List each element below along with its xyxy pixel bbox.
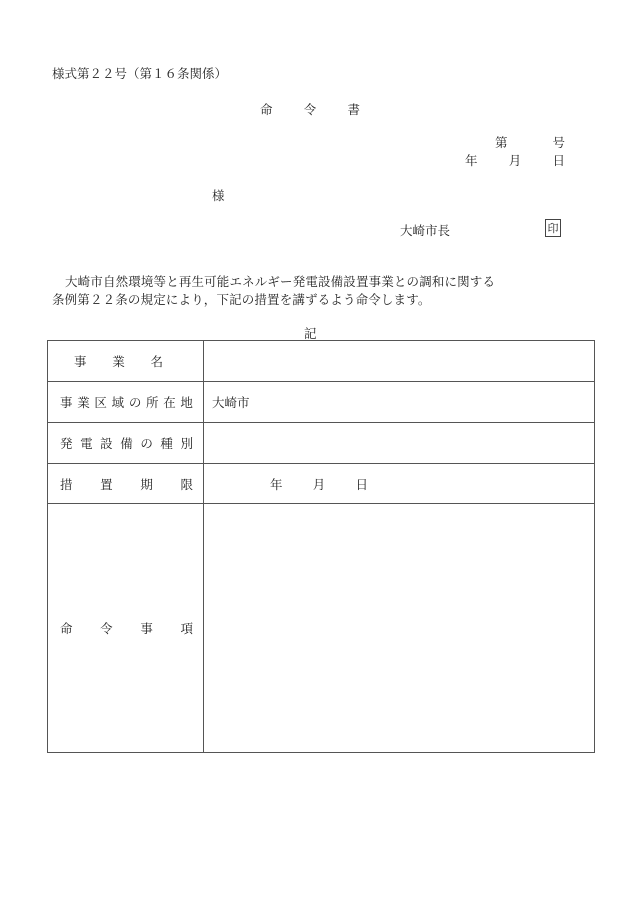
document-title bbox=[260, 100, 360, 118]
label-char: 域 bbox=[111, 395, 125, 410]
order-items-value[interactable] bbox=[204, 504, 595, 753]
business-location-value[interactable]: 大崎市 bbox=[204, 382, 595, 423]
label-char: 項 bbox=[180, 621, 193, 636]
ki-heading: 記 bbox=[304, 326, 317, 341]
deadline-year: 年 bbox=[270, 476, 283, 492]
label-char: 事 bbox=[60, 395, 73, 410]
title-char-1: 命 bbox=[260, 102, 273, 117]
deadline-month: 月 bbox=[312, 476, 326, 492]
issue-date bbox=[465, 151, 565, 169]
deadline-day: 日 bbox=[355, 476, 368, 492]
deadline-value[interactable] bbox=[204, 464, 595, 504]
table-row bbox=[48, 504, 595, 753]
label-char: 期 bbox=[140, 476, 153, 492]
label-char: 在 bbox=[163, 395, 176, 410]
ref-gou: 号 bbox=[552, 135, 565, 150]
label-char: 命 bbox=[60, 621, 73, 636]
seal-mark: 印 bbox=[545, 219, 561, 237]
label-char: 区 bbox=[94, 395, 107, 410]
ref-dai: 第 bbox=[495, 135, 508, 150]
title-char-3: 書 bbox=[347, 102, 360, 117]
label-char: 設 bbox=[100, 436, 113, 451]
row-label bbox=[48, 464, 204, 504]
table-row bbox=[48, 464, 595, 504]
label-char: 種 bbox=[160, 436, 173, 451]
label-char: 電 bbox=[80, 436, 93, 451]
body-text-line-1: 大崎市自然環境等と再生可能エネルギー発電設備設置事業との調和に関する bbox=[65, 274, 496, 289]
date-year: 年 bbox=[465, 153, 478, 168]
table-row bbox=[48, 382, 595, 423]
form-number: 様式第２２号（第１６条関係） bbox=[52, 66, 228, 81]
order-details-table bbox=[47, 340, 595, 753]
label-char: 別 bbox=[180, 436, 193, 451]
label-char: 事 bbox=[140, 621, 153, 636]
table-row bbox=[48, 341, 595, 382]
label-char: 措 bbox=[60, 476, 73, 492]
label-char: 令 bbox=[100, 621, 113, 636]
date-month: 月 bbox=[508, 153, 522, 168]
row-label bbox=[48, 341, 204, 382]
label-char: の bbox=[140, 436, 153, 451]
date-day: 日 bbox=[552, 153, 565, 168]
business-name-value[interactable] bbox=[204, 341, 595, 382]
deadline-date bbox=[270, 475, 368, 493]
row-label bbox=[48, 382, 204, 423]
label-char: 所 bbox=[146, 395, 159, 410]
label-char: 限 bbox=[180, 476, 193, 492]
body-text-line-2: 条例第２２条の規定により，下記の措置を講ずるよう命令します。 bbox=[52, 292, 431, 307]
label-char: 業 bbox=[77, 395, 90, 410]
table-row bbox=[48, 423, 595, 464]
label-char: 置 bbox=[100, 476, 113, 492]
label-char: 発 bbox=[60, 436, 73, 451]
row-label bbox=[48, 423, 204, 464]
label-char: 事 bbox=[74, 354, 87, 369]
recipient-suffix: 様 bbox=[212, 188, 225, 203]
row-label bbox=[48, 504, 204, 753]
label-char: 名 bbox=[150, 354, 163, 369]
issuer-name: 大崎市長 bbox=[400, 223, 451, 238]
facility-type-value[interactable] bbox=[204, 423, 595, 464]
label-char: の bbox=[128, 395, 142, 410]
title-char-2: 令 bbox=[303, 102, 317, 117]
reference-number bbox=[495, 133, 565, 151]
label-char: 業 bbox=[112, 354, 125, 369]
label-char: 地 bbox=[180, 395, 193, 410]
label-char: 備 bbox=[120, 436, 133, 451]
